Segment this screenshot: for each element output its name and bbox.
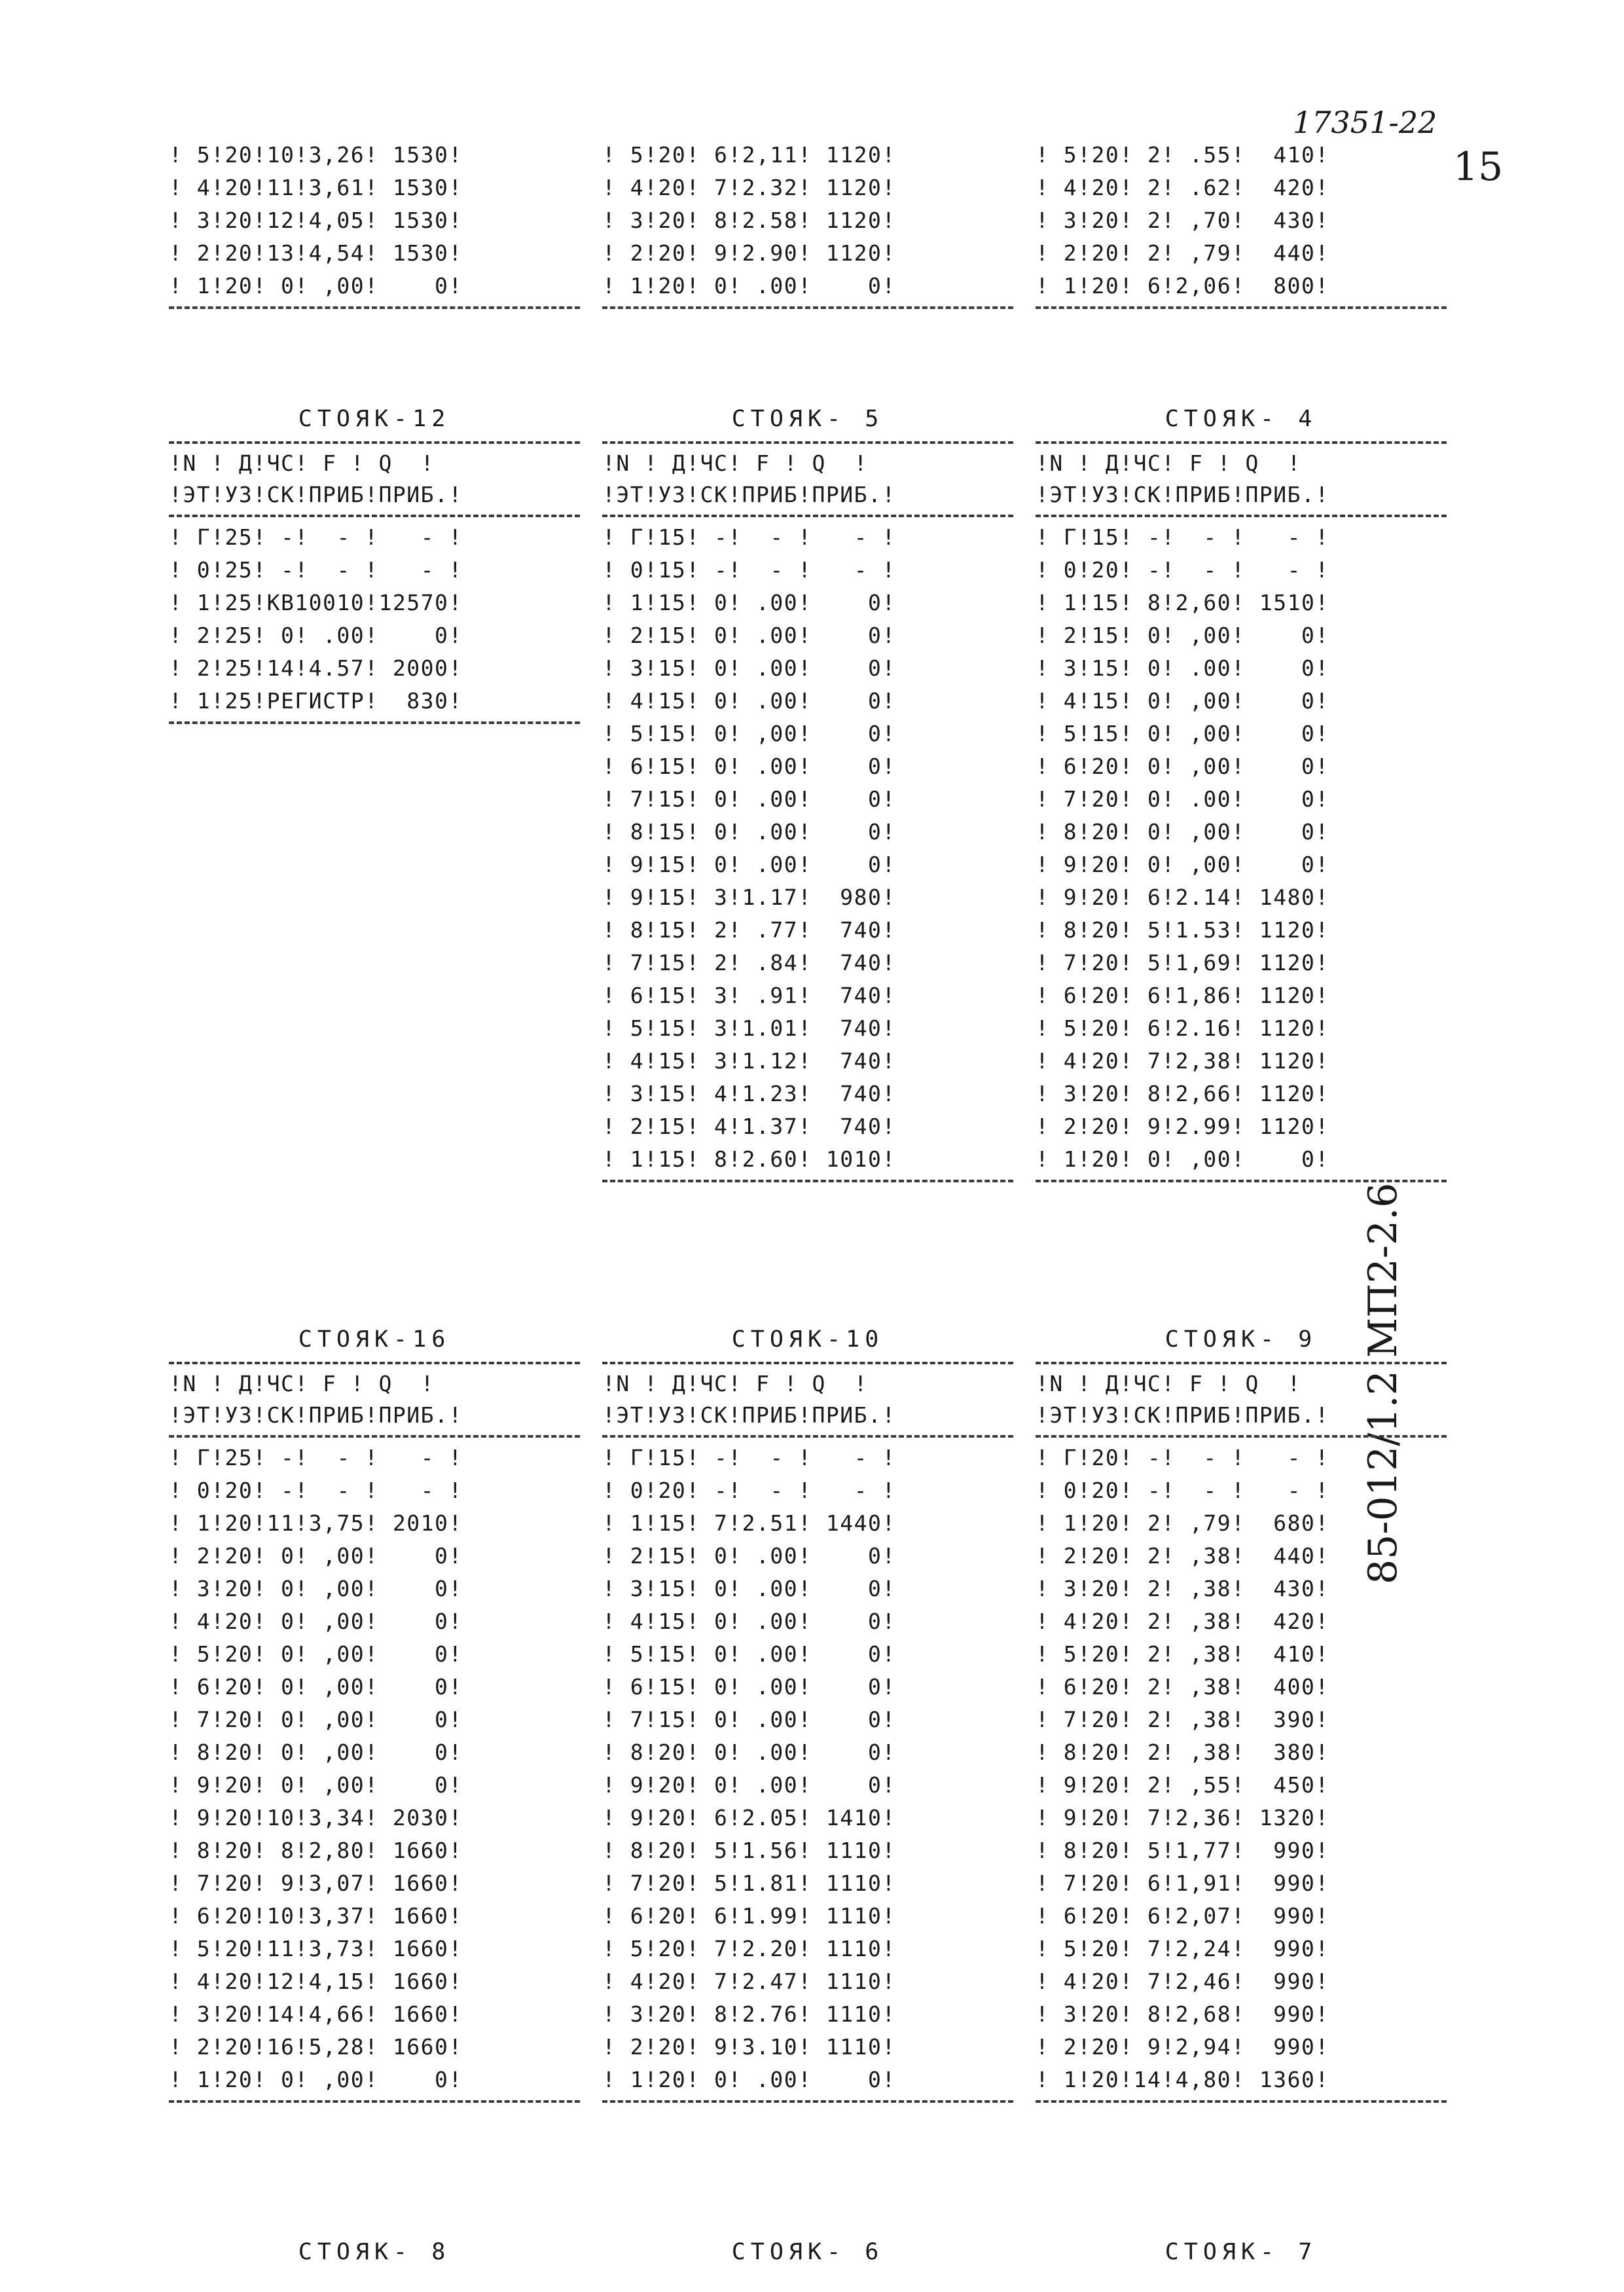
table-row: ! 0!20! -! - ! - !	[169, 1478, 463, 1503]
table-header-row: !ЭТ!УЗ!СК!ПРИБ!ПРИБ.!	[1036, 482, 1329, 507]
divider	[169, 1362, 580, 1364]
table-row: ! 4!15! 0! .00! 0!	[602, 688, 896, 714]
handwritten-reference: 17351-22	[1293, 105, 1437, 140]
table-row: ! 1!20! 0! ,00! 0!	[169, 2067, 463, 2092]
table-row: ! 8!20! 0! ,00! 0!	[1036, 819, 1329, 845]
table-header-row: !N ! Д!ЧС! F ! Q !	[602, 1371, 868, 1396]
table-row: ! 5!20! 2! .55! 410!	[1036, 142, 1329, 168]
table-row: ! Г!15! -! - ! - !	[602, 1445, 896, 1470]
table-row: ! 6!15! 3! .91! 740!	[602, 983, 896, 1008]
divider	[1036, 1180, 1447, 1182]
table-row: ! 5!20! 0! ,00! 0!	[169, 1641, 463, 1667]
table-row: ! 0!15! -! - ! - !	[602, 557, 896, 583]
table-header-row: !N ! Д!ЧС! F ! Q !	[602, 450, 868, 476]
table-row: ! 2!15! 0! ,00! 0!	[1036, 623, 1329, 648]
table-row: ! 6!20! 6!1,86! 1120!	[1036, 983, 1329, 1008]
table-header-row: !ЭТ!УЗ!СК!ПРИБ!ПРИБ.!	[602, 482, 896, 507]
table-row: ! 4!20! 2! ,38! 420!	[1036, 1609, 1329, 1634]
table-row: ! 7!15! 2! .84! 740!	[602, 950, 896, 975]
table-row: ! 2!20! 2! ,38! 440!	[1036, 1543, 1329, 1569]
riser-table	[169, 1321, 580, 2107]
table-row: ! 1!25!РЕГИСТР! 830!	[169, 688, 463, 714]
riser-table	[1036, 1321, 1447, 2107]
fragment-table-2	[602, 139, 1013, 313]
table-row: ! 8!20! 8!2,80! 1660!	[169, 1838, 463, 1863]
divider	[1036, 1435, 1447, 1438]
table-row: ! 2!15! 0! .00! 0!	[602, 1543, 896, 1569]
table-header-row: !ЭТ!УЗ!СК!ПРИБ!ПРИБ.!	[169, 482, 463, 507]
table-row: ! 8!15! 0! .00! 0!	[602, 819, 896, 845]
table-row: ! 6!20!10!3,37! 1660!	[169, 1903, 463, 1929]
divider	[602, 2100, 1013, 2103]
table-row: ! 1!15! 0! .00! 0!	[602, 590, 896, 615]
divider	[169, 306, 580, 309]
table-row: ! 4!20! 7!2,46! 990!	[1036, 1969, 1329, 1994]
table-row: ! 5!20! 7!2.20! 1110!	[602, 1936, 896, 1961]
divider	[602, 441, 1013, 444]
table-row: ! 6!20! 6!2,07! 990!	[1036, 1903, 1329, 1929]
table-row: ! Г!25! -! - ! - !	[169, 1445, 463, 1470]
table-row: ! 1!25!КВ10010!12570!	[169, 590, 463, 615]
table-caption: СТОЯК-10	[731, 1326, 884, 1353]
riser-table	[602, 1321, 1013, 2107]
document-code: 85-012/1.2 МП2-2.6	[1360, 1182, 1406, 1584]
table-row: ! 9!20! 7!2,36! 1320!	[1036, 1805, 1329, 1830]
table-row: ! 7!20! 5!1.81! 1110!	[602, 1870, 896, 1896]
table-header-row: !ЭТ!УЗ!СК!ПРИБ!ПРИБ.!	[602, 1402, 896, 1428]
table-row: ! 7!20! 2! ,38! 390!	[1036, 1707, 1329, 1732]
table-row: ! 8!20! 5!1,77! 990!	[1036, 1838, 1329, 1863]
table-row: ! Г!15! -! - ! - !	[1036, 524, 1329, 550]
table-row: ! 9!20! 2! ,55! 450!	[1036, 1772, 1329, 1798]
table-header-row: !N ! Д!ЧС! F ! Q !	[1036, 1371, 1301, 1396]
table-row: ! 8!20! 2! ,38! 380!	[1036, 1739, 1329, 1765]
table-row: ! 2!25! 0! .00! 0!	[169, 623, 463, 648]
table-row: ! 1!15! 7!2.51! 1440!	[602, 1510, 896, 1536]
table-row: ! 9!15! 3!1.17! 980!	[602, 884, 896, 910]
table-row: ! 9!20!10!3,34! 2030!	[169, 1805, 463, 1830]
table-caption: СТОЯК-12	[298, 406, 451, 432]
table-row: ! 9!20! 6!2.14! 1480!	[1036, 884, 1329, 910]
table-row: ! 1!20! 0! .00! 0!	[602, 273, 896, 299]
table-row: ! 6!20! 0! ,00! 0!	[1036, 754, 1329, 779]
fragment-table-1	[169, 139, 580, 313]
table-row: ! 0!20! -! - ! - !	[602, 1478, 896, 1503]
table-header-row: !N ! Д!ЧС! F ! Q !	[169, 450, 435, 476]
table-row: ! 9!20! 0! ,00! 0!	[169, 1772, 463, 1798]
riser-table	[169, 401, 580, 728]
page-number: 15	[1453, 144, 1504, 190]
table-row: ! 6!15! 0! .00! 0!	[602, 1674, 896, 1700]
table-row: ! Г!20! -! - ! - !	[1036, 1445, 1329, 1470]
table-caption: СТОЯК- 7	[1164, 2239, 1318, 2265]
divider	[1036, 306, 1447, 309]
divider	[602, 1362, 1013, 1364]
table-row: ! Г!25! -! - ! - !	[169, 524, 463, 550]
table-row: ! 6!20! 0! ,00! 0!	[169, 1674, 463, 1700]
table-row: ! 4!20! 2! .62! 420!	[1036, 175, 1329, 200]
table-row: ! 7!20! 5!1,69! 1120!	[1036, 950, 1329, 975]
table-row: ! 9!20! 0! .00! 0!	[602, 1772, 896, 1798]
table-row: ! 2!20!16!5,28! 1660!	[169, 2034, 463, 2060]
table-caption: СТОЯК- 6	[731, 2239, 884, 2265]
table-row: ! 1!15! 8!2,60! 1510!	[1036, 590, 1329, 615]
table-row: ! 5!20! 2! ,38! 410!	[1036, 1641, 1329, 1667]
table-row: ! 4!20! 7!2.47! 1110!	[602, 1969, 896, 1994]
table-row: ! 7!20! 0! .00! 0!	[1036, 786, 1329, 812]
table-row: ! 8!15! 2! .77! 740!	[602, 917, 896, 943]
divider	[602, 1180, 1013, 1182]
table-row: ! 4!20! 7!2.32! 1120!	[602, 175, 896, 200]
table-row: ! 3!20!12!4,05! 1530!	[169, 208, 463, 233]
table-header-row: !N ! Д!ЧС! F ! Q !	[169, 1371, 435, 1396]
table-row: ! 7!20! 0! ,00! 0!	[169, 1707, 463, 1732]
table-header-row: !N ! Д!ЧС! F ! Q !	[1036, 450, 1301, 476]
table-row: ! 6!20! 2! ,38! 400!	[1036, 1674, 1329, 1700]
table-row: ! 3!15! 0! .00! 0!	[1036, 655, 1329, 681]
table-row: ! 5!15! 0! ,00! 0!	[602, 721, 896, 746]
table-row: ! 3!20! 8!2,68! 990!	[1036, 2001, 1329, 2027]
table-row: ! 4!20! 7!2,38! 1120!	[1036, 1048, 1329, 1074]
table-row: ! 5!15! 3!1.01! 740!	[602, 1015, 896, 1041]
table-row: ! 1!15! 8!2.60! 1010!	[602, 1146, 896, 1172]
table-row: ! 3!20! 8!2.58! 1120!	[602, 208, 896, 233]
table-row: ! 2!15! 0! .00! 0!	[602, 623, 896, 648]
table-row: ! 5!15! 0! .00! 0!	[602, 1641, 896, 1667]
table-row: ! 2!20! 2! ,79! 440!	[1036, 240, 1329, 266]
table-row: ! 3!20! 8!2.76! 1110!	[602, 2001, 896, 2027]
table-row: ! 1!20!14!4,80! 1360!	[1036, 2067, 1329, 2092]
table-row: ! 5!20! 7!2,24! 990!	[1036, 1936, 1329, 1961]
table-row: ! 6!20! 6!1.99! 1110!	[602, 1903, 896, 1929]
divider	[169, 2100, 580, 2103]
table-row: ! 5!20! 6!2.16! 1120!	[1036, 1015, 1329, 1041]
divider	[602, 306, 1013, 309]
table-row: ! 3!15! 4!1.23! 740!	[602, 1081, 896, 1106]
divider	[1036, 515, 1447, 517]
table-row: ! 3!15! 0! .00! 0!	[602, 1576, 896, 1601]
table-row: ! 3!20!14!4,66! 1660!	[169, 2001, 463, 2027]
fragment-table-3	[1036, 139, 1447, 313]
table-row: ! 9!20! 6!2.05! 1410!	[602, 1805, 896, 1830]
table-header-row: !ЭТ!УЗ!СК!ПРИБ!ПРИБ.!	[169, 1402, 463, 1428]
table-row: ! Г!15! -! - ! - !	[602, 524, 896, 550]
divider	[1036, 2100, 1447, 2103]
table-caption: СТОЯК- 9	[1164, 1326, 1318, 1353]
divider	[1036, 1362, 1447, 1364]
table-row: ! 1!20! 2! ,79! 680!	[1036, 1510, 1329, 1536]
table-row: ! 4!20!11!3,61! 1530!	[169, 175, 463, 200]
table-caption: СТОЯК-16	[298, 1326, 451, 1353]
table-row: ! 9!15! 0! .00! 0!	[602, 852, 896, 877]
table-row: ! 8!20! 0! ,00! 0!	[169, 1739, 463, 1765]
table-header-row: !ЭТ!УЗ!СК!ПРИБ!ПРИБ.!	[1036, 1402, 1329, 1428]
table-row: ! 9!20! 0! ,00! 0!	[1036, 852, 1329, 877]
table-row: ! 2!20! 9!2.90! 1120!	[602, 240, 896, 266]
table-row: ! 1!20! 0! ,00! 0!	[1036, 1146, 1329, 1172]
table-row: ! 5!20! 6!2,11! 1120!	[602, 142, 896, 168]
divider	[1036, 441, 1447, 444]
table-row: ! 2!20!13!4,54! 1530!	[169, 240, 463, 266]
table-row: ! 3!20! 0! ,00! 0!	[169, 1576, 463, 1601]
table-row: ! 3!20! 8!2,66! 1120!	[1036, 1081, 1329, 1106]
table-row: ! 0!20! -! - ! - !	[1036, 1478, 1329, 1503]
divider	[602, 515, 1013, 517]
table-row: ! 2!20! 9!2.99! 1120!	[1036, 1114, 1329, 1139]
table-row: ! 4!15! 0! .00! 0!	[602, 1609, 896, 1634]
table-row: ! 2!20! 9!3.10! 1110!	[602, 2034, 896, 2060]
table-row: ! 5!20!10!3,26! 1530!	[169, 142, 463, 168]
table-row: ! 7!20! 6!1,91! 990!	[1036, 1870, 1329, 1896]
table-row: ! 2!20! 9!2,94! 990!	[1036, 2034, 1329, 2060]
table-row: ! 5!20!11!3,73! 1660!	[169, 1936, 463, 1961]
table-row: ! 7!15! 0! .00! 0!	[602, 1707, 896, 1732]
divider	[169, 721, 580, 724]
table-row: ! 8!20! 5!1.53! 1120!	[1036, 917, 1329, 943]
table-row: ! 4!20! 0! ,00! 0!	[169, 1609, 463, 1634]
table-row: ! 3!20! 2! ,38! 430!	[1036, 1576, 1329, 1601]
riser-table	[602, 401, 1013, 1186]
table-row: ! 1!20! 6!2,06! 800!	[1036, 273, 1329, 299]
table-row: ! 2!15! 4!1.37! 740!	[602, 1114, 896, 1139]
table-caption: СТОЯК- 5	[731, 406, 884, 432]
table-caption: СТОЯК- 8	[298, 2239, 451, 2265]
table-row: ! 5!15! 0! ,00! 0!	[1036, 721, 1329, 746]
table-row: ! 0!25! -! - ! - !	[169, 557, 463, 583]
table-row: ! 7!15! 0! .00! 0!	[602, 786, 896, 812]
table-row: ! 2!25!14!4.57! 2000!	[169, 655, 463, 681]
table-row: ! 0!20! -! - ! - !	[1036, 557, 1329, 583]
table-row: ! 7!20! 9!3,07! 1660!	[169, 1870, 463, 1896]
table-row: ! 1!20! 0! .00! 0!	[602, 2067, 896, 2092]
table-row: ! 4!15! 3!1.12! 740!	[602, 1048, 896, 1074]
table-row: ! 1!20!11!3,75! 2010!	[169, 1510, 463, 1536]
table-row: ! 8!20! 5!1.56! 1110!	[602, 1838, 896, 1863]
table-row: ! 6!15! 0! .00! 0!	[602, 754, 896, 779]
table-row: ! 2!20! 0! ,00! 0!	[169, 1543, 463, 1569]
riser-table	[1036, 401, 1447, 1186]
table-row: ! 1!20! 0! ,00! 0!	[169, 273, 463, 299]
table-row: ! 3!20! 2! ,70! 430!	[1036, 208, 1329, 233]
divider	[602, 1435, 1013, 1438]
divider	[169, 1435, 580, 1438]
table-row: ! 3!15! 0! .00! 0!	[602, 655, 896, 681]
table-row: ! 4!15! 0! ,00! 0!	[1036, 688, 1329, 714]
table-caption: СТОЯК- 4	[1164, 406, 1318, 432]
divider	[169, 441, 580, 444]
divider	[169, 515, 580, 517]
table-row: ! 8!20! 0! .00! 0!	[602, 1739, 896, 1765]
table-row: ! 4!20!12!4,15! 1660!	[169, 1969, 463, 1994]
